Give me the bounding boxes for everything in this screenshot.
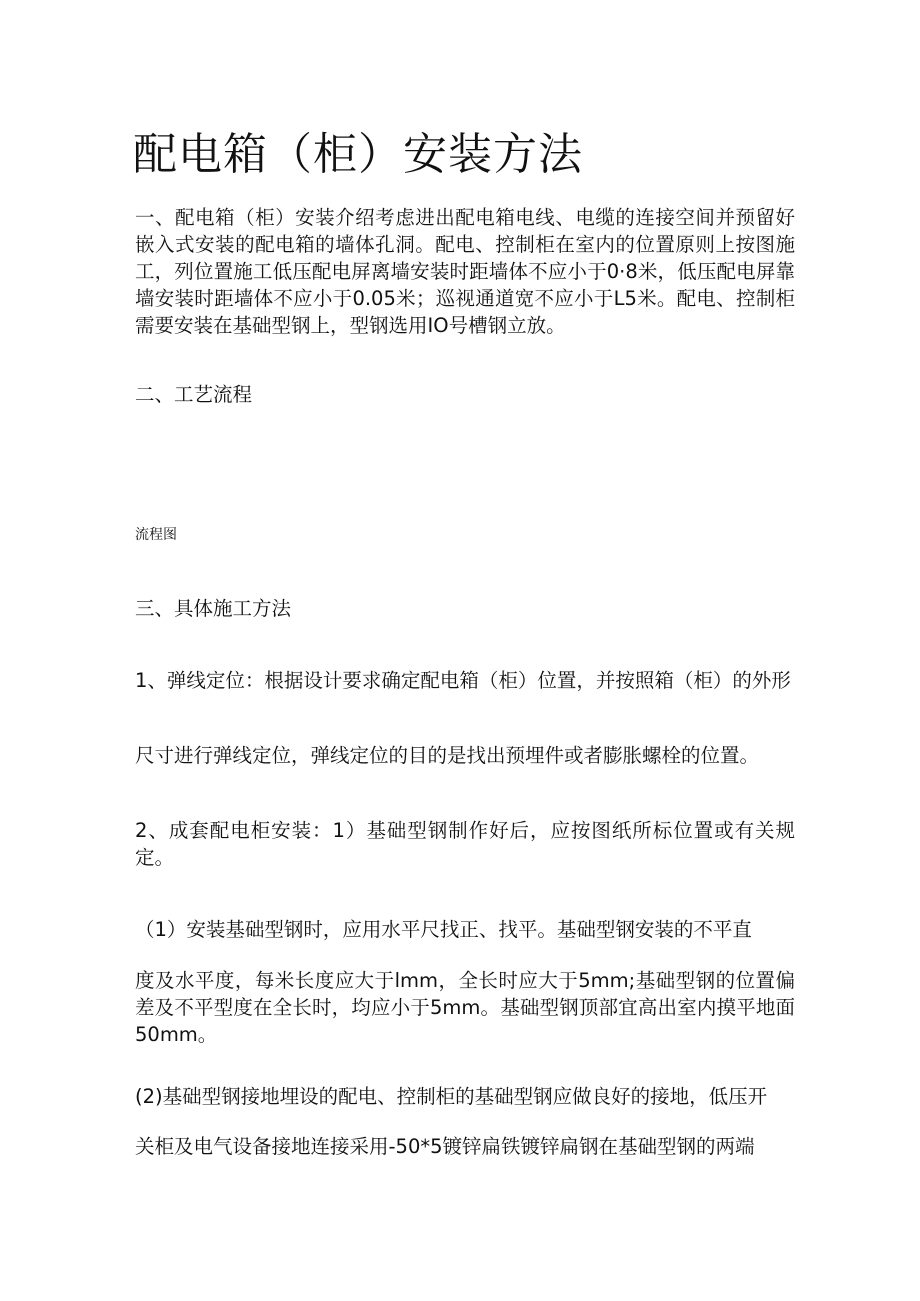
item2-subitem1: （1）安装基础型钢时，应用水平尺找正、找平。基础型钢安装的不平直 (135, 918, 752, 941)
item1-paragraph: 1、弹线定位：根据设计要求确定配电箱（柜）位置，并按照箱（柜）的外形 (135, 669, 791, 692)
item2-subitem1-continuation: 度及水平度，每米长度应大于lmm，全长时应大于5mm;基础型钢的位置偏差及不平型度在全长时，均应小于5mm。基础型钢顶部宜高出室内摸平地面50mm。 (135, 969, 795, 1046)
item2-subitem2-continuation: 关柜及电气设备接地连接采用-50*5镀锌扁铁镀锌扁钢在基础型钢的两端 (135, 1135, 755, 1158)
item1-continuation: 尺寸进行弹线定位，弹线定位的目的是找出预埋件或者膨胀螺栓的位置。 (135, 744, 760, 767)
item2-paragraph: 2、成套配电柜安装：1）基础型钢制作好后，应按图纸所标位置或有关规定。 (135, 819, 795, 869)
section-heading-process: 二、工艺流程 (135, 383, 253, 406)
intro-paragraph: 一、配电箱（柜）安装介绍考虑进出配电箱电线、电缆的连接空间并预留好嵌入式安装的配电箱的墙体孔洞。配电、控制柜在室内的位置原则上按图施工，列位置施工低压配电屏离墙安装时距墙体不应小于0·8米，低压配电屏靠墙安装时距墙体不应小于0.05米；巡视通道宽不应小于L5米。配电、控制柜需要安装在基础型钢上，型钢选用IO号槽钢立放。 (135, 206, 795, 337)
item2-subitem2: (2)基础型钢接地埋设的配电、控制柜的基础型钢应做良好的接地，低压开 (135, 1085, 768, 1108)
document-title: 配电箱（柜）安装方法 (133, 129, 583, 180)
flowchart-label: 流程图 (135, 527, 177, 543)
section-heading-methods: 三、具体施工方法 (135, 597, 292, 620)
